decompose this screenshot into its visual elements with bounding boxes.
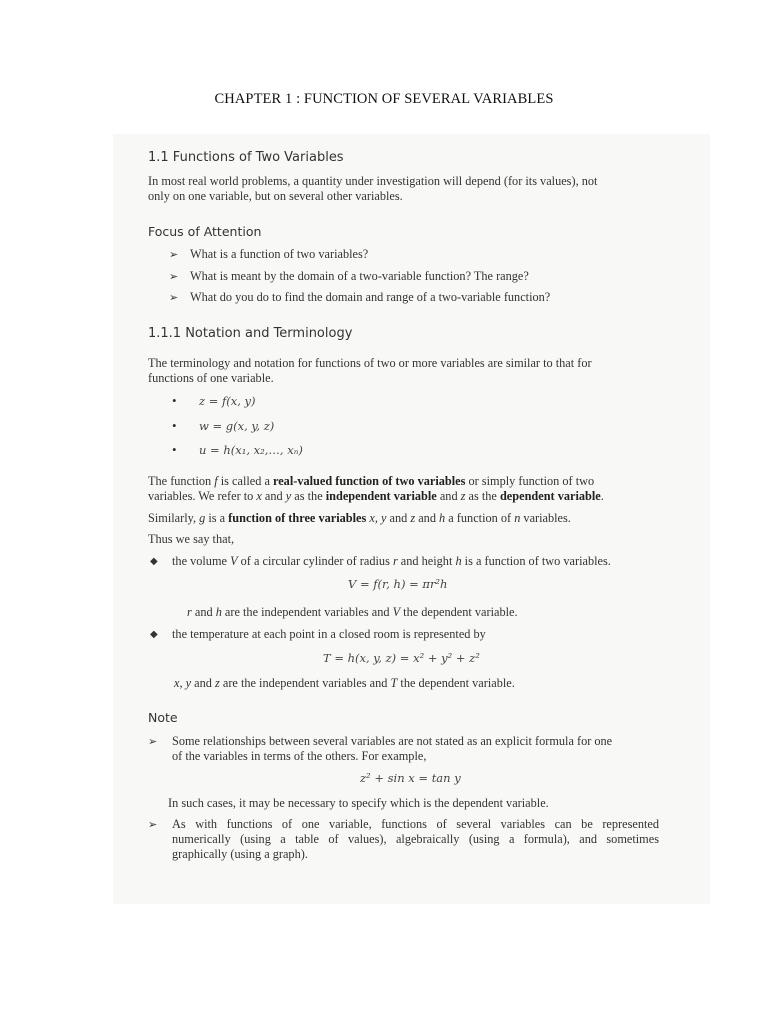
- note-item-1-line2: of the variables in terms of the others. For example,: [172, 749, 427, 763]
- example-1-formula: V = f(r, h) = πr²h: [348, 577, 448, 591]
- note-item-1-formula: z² + sin x = tan y: [360, 771, 461, 785]
- example-1-text: the volume V of a circular cylinder of radius r and height h is a function of two variables.: [172, 554, 611, 568]
- formula-u: u = h(x₁, x₂,…, xₙ): [199, 443, 303, 457]
- note-item-2-line2: numerically (using a table of values), algebraically (using a formula), and sometimes: [172, 832, 659, 846]
- para-line1: The function f is called a real-valued function of two variables or simply function of two: [148, 474, 595, 488]
- note-item-2-line1: As with functions of one variable, functions of several variables can be represented: [172, 817, 659, 831]
- arrow-bullet-icon: ➢: [148, 735, 158, 748]
- chapter-title: CHAPTER 1 : FUNCTION OF SEVERAL VARIABLES: [214, 91, 554, 107]
- focus-heading: Focus of Attention: [148, 224, 262, 239]
- note-item-2-line3: graphically (using a graph).: [172, 847, 308, 861]
- para-line4: Thus we say that,: [148, 532, 235, 546]
- arrow-bullet-icon: ➢: [169, 270, 179, 283]
- arrow-bullet-icon: ➢: [148, 818, 158, 831]
- section-1-1-1-intro-line1: The terminology and notation for functions of two or more variables are similar to that for: [148, 356, 592, 370]
- note-heading: Note: [148, 710, 178, 725]
- focus-item-2: What is meant by the domain of a two-variable function? The range?: [190, 269, 529, 283]
- example-2-formula: T = h(x, y, z) = x² + y² + z²: [323, 651, 480, 665]
- note-item-1-line1: Some relationships between several variables are not stated as an explicit formula for one: [172, 734, 613, 748]
- diamond-bullet-icon: ◆: [150, 556, 158, 567]
- formula-z: z = f(x, y): [199, 394, 256, 408]
- section-1-1-intro-line2: only on one variable, but on several other variables.: [148, 189, 403, 203]
- note-item-1-after: In such cases, it may be necessary to specify which is the dependent variable.: [168, 796, 549, 810]
- example-1-vars: r and h are the independent variables and V the dependent variable.: [187, 605, 518, 619]
- section-1-1-1-intro-line2: functions of one variable.: [148, 371, 274, 385]
- arrow-bullet-icon: ➢: [169, 248, 179, 261]
- focus-item-1: What is a function of two variables?: [190, 247, 369, 261]
- example-2-text: the temperature at each point in a closed room is represented by: [172, 627, 486, 641]
- bullet-icon: •: [172, 418, 177, 433]
- example-2-vars: x, y and z are the independent variables and T the dependent variable.: [174, 676, 515, 690]
- focus-item-3: What do you do to find the domain and range of a two-variable function?: [190, 290, 551, 304]
- section-heading-1-1: 1.1 Functions of Two Variables: [148, 150, 344, 165]
- formula-w: w = g(x, y, z): [199, 419, 275, 433]
- section-heading-1-1-1: 1.1.1 Notation and Terminology: [148, 326, 353, 341]
- para-line3: Similarly, g is a function of three variables x, y and z and h a function of n variables.: [148, 511, 571, 525]
- arrow-bullet-icon: ➢: [169, 291, 179, 304]
- bullet-icon: •: [172, 393, 177, 408]
- section-1-1-intro-line1: In most real world problems, a quantity under investigation will depend (for its values), not: [148, 174, 598, 188]
- bullet-icon: •: [172, 442, 177, 457]
- diamond-bullet-icon: ◆: [150, 629, 158, 640]
- para-line2: variables. We refer to x and y as the independent variable and z as the dependent variable.: [148, 489, 604, 503]
